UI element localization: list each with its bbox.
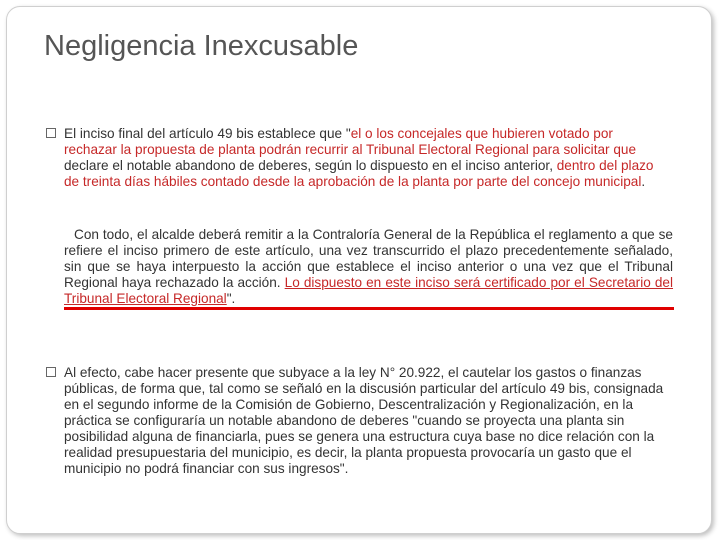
checkbox-icon (46, 367, 56, 377)
p2-text-a: Con todo, el alcalde deberá remitir a la Contraloría General de la República el reglamento a que se refiere el inciso primero de este artículo, una vez transcurrido el plazo precedentemente señalado, sin que se haya interpuesto la acción que establece el inciso anterior o una vez que el Tribunal Regional haya rechazado la acción. (64, 227, 673, 290)
p2-text-c: ". (226, 291, 236, 306)
p1-text-a: El inciso final del artículo 49 bis establece que " (64, 126, 351, 141)
p1-quote-b: dentro del plazo de treinta días hábiles contado desde la aprobación de la planta por parte del concejo municipal (64, 158, 654, 189)
paragraph-1 (64, 126, 658, 190)
paragraph-3: Al efecto, cabe hacer presente que subyace a la ley N° 20.922, el cautelar los gastos o finanzas públicas, de forma que, tal como se señaló en la discusión particular del artículo 49 bis, consignada en el segundo informe de la Comisión de Gobierno, Descentralización y Regionalización, en la práctica se configuraría un notable abandono de deberes "cuando se proyecta una planta sin posibilidad alguna de financiarla, pues se genera una estructura cuya base no dice relación con la realidad presupuestaria del municipio, es decir, la planta propuesta provocaría un gasto que el municipio no podrá financiar con sus ingresos". (64, 365, 664, 476)
slide-title: Negligencia Inexcusable (44, 30, 359, 62)
p1-text-c: declare el notable abandono de deberes, según lo dispuesto en el inciso anterior, (64, 158, 557, 173)
p1-quote-a: el o los concejales que hubieren votado por rechazar la propuesta de planta podrán recurrir al Tribunal Electoral Regional para solicitar que (64, 126, 637, 157)
p1-text-e: . (641, 174, 646, 189)
p2-certified-text: Lo dispuesto en este inciso será certificado por el Secretario del Tribunal Electoral Regional (64, 275, 674, 306)
highlight-underline-bar (64, 307, 674, 310)
checkbox-icon (46, 128, 56, 138)
paragraph-2 (64, 227, 673, 307)
